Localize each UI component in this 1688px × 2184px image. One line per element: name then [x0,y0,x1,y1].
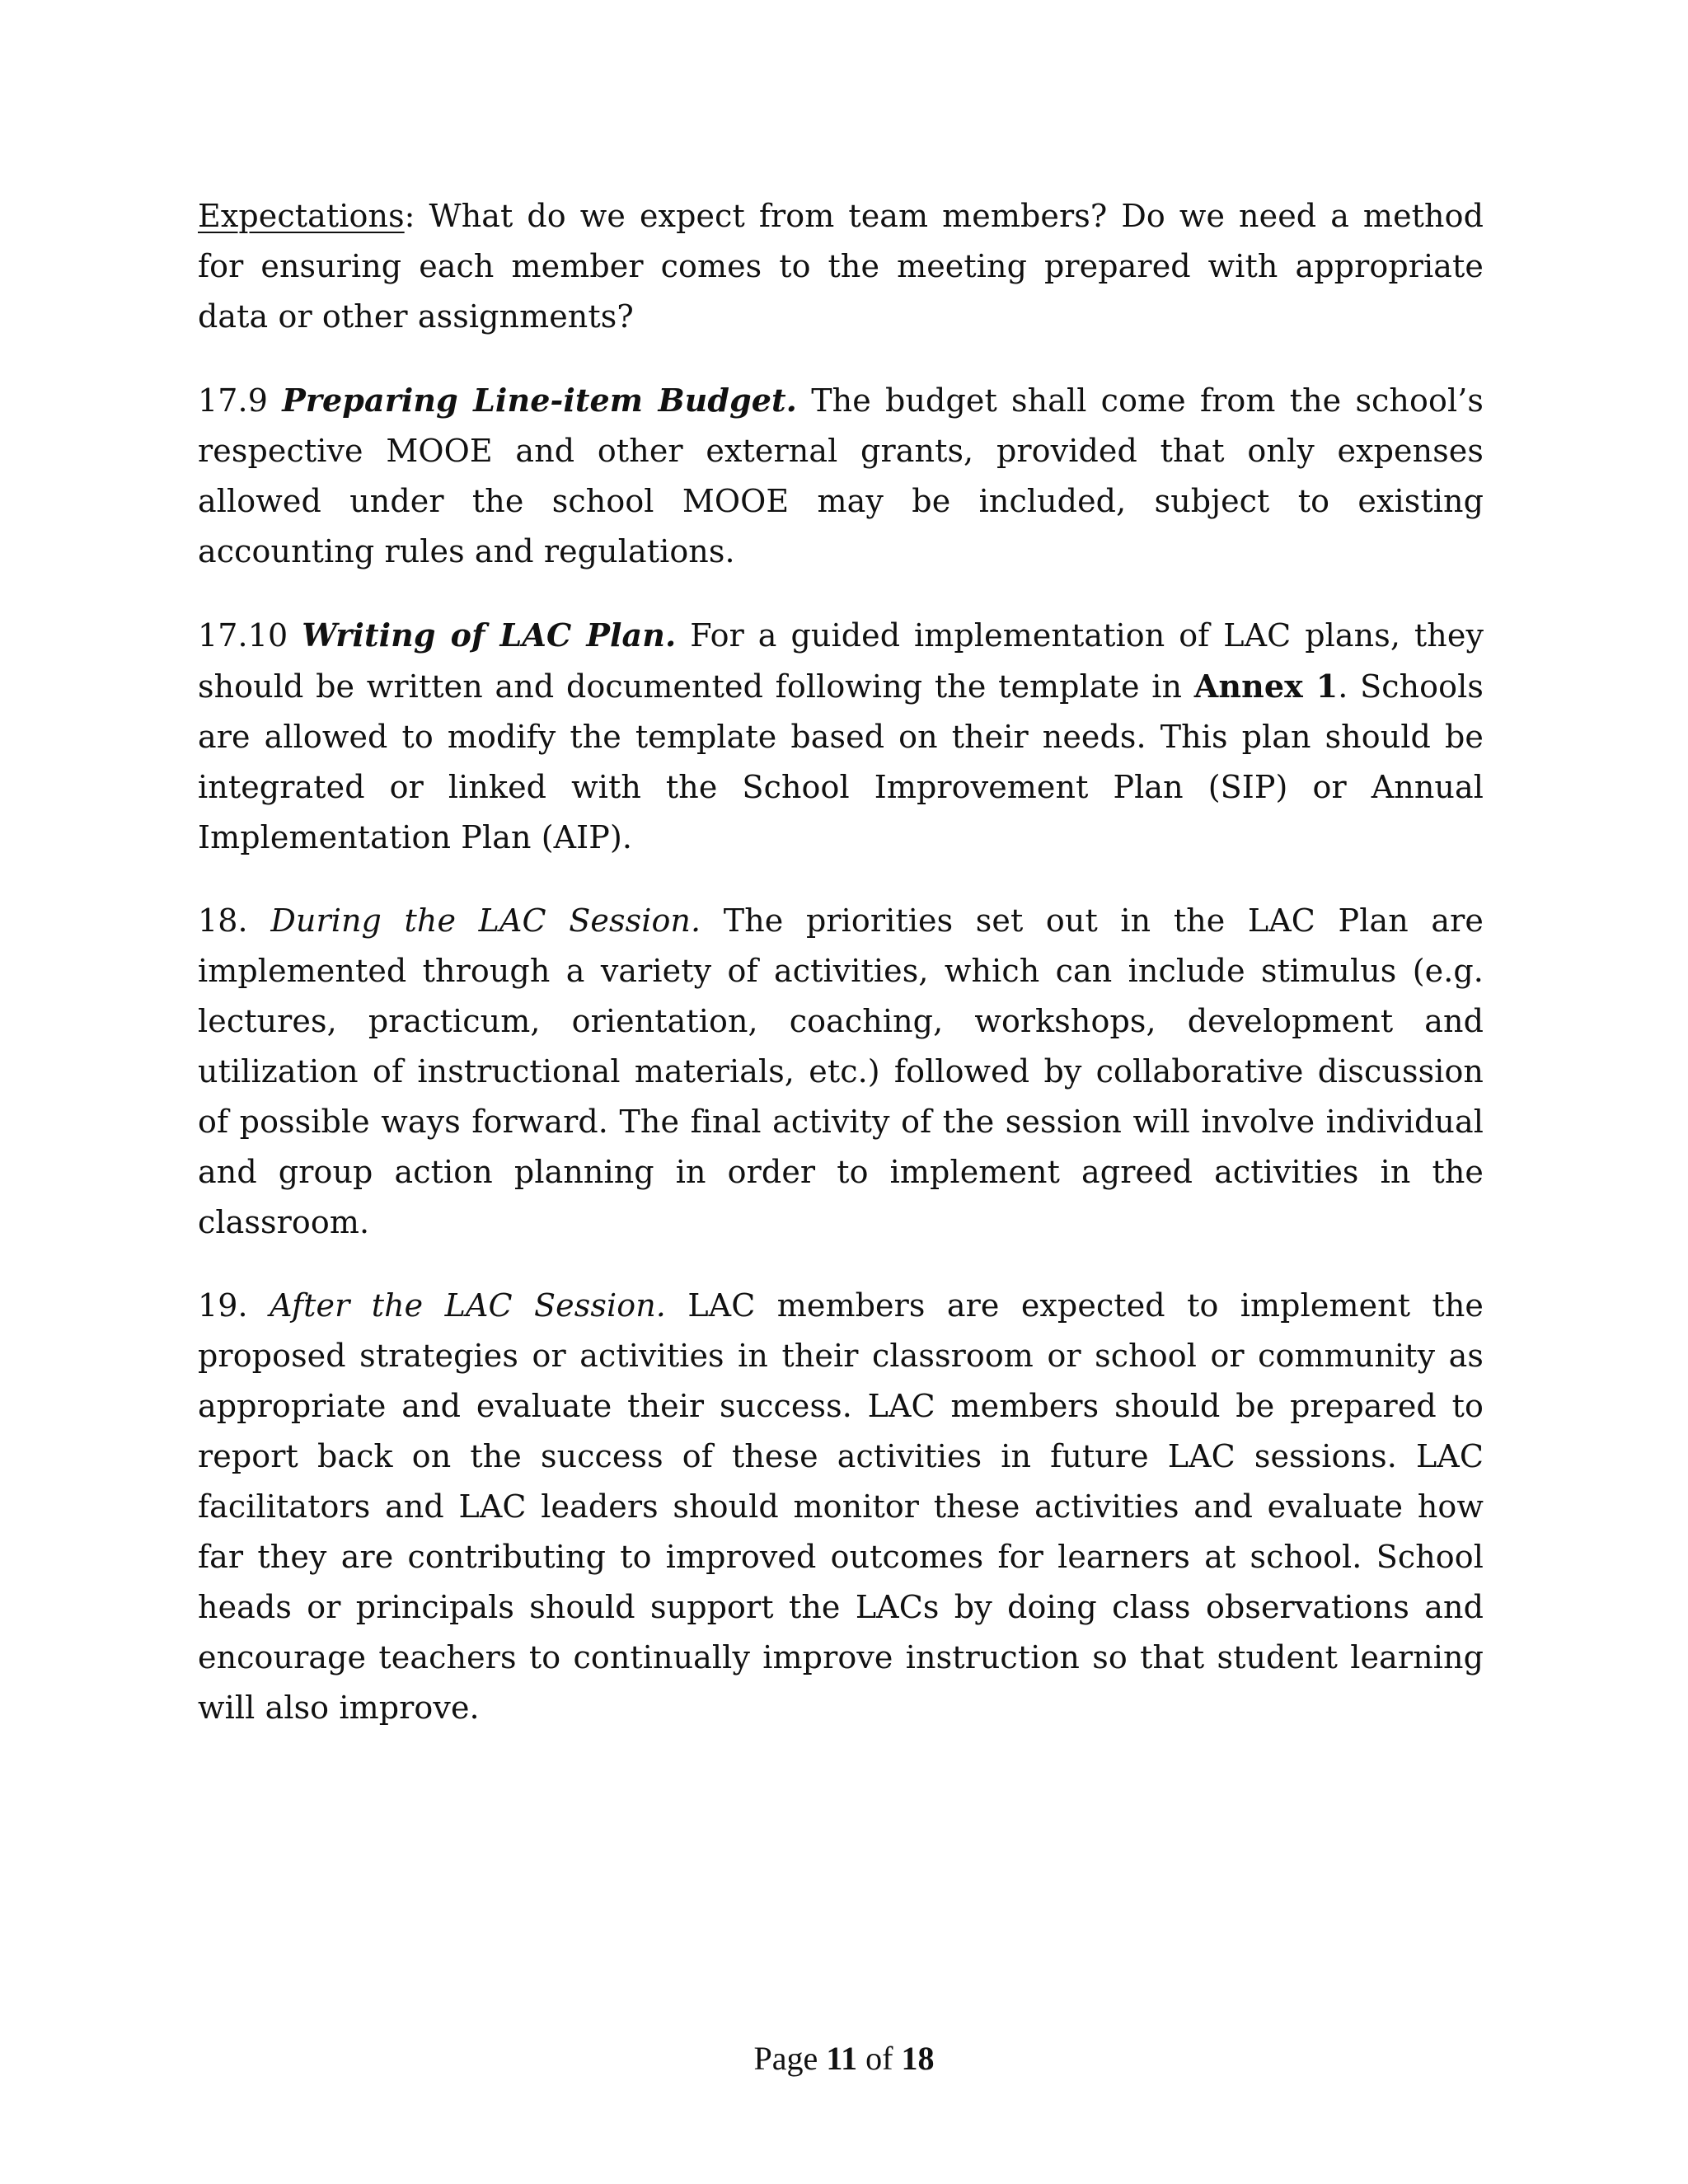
section-18-number: 18. [198,902,248,939]
section-17-9-paragraph [198,375,1484,577]
footer-page-number: 11 [826,2040,858,2077]
section-17-10-text-after: . Schools are allowed to modify the template based on their needs. This plan should be integrated or linked with the School Improvement Plan (SIP) or Annual Implementation Plan (AIP). [198,668,1484,855]
footer-total-pages: 18 [901,2040,935,2077]
section-18-text: The priorities set out in the LAC Plan are implemented through a variety of activities, which can include stimulus (e.g. lectures, practicum, orientation, coaching, workshops, development and utilization of instructional materials, etc.) followed by collaborative discussion of possible ways forward. The final activity of the session will involve individual and group action planning in order to implement agreed activities in the classroom. [198,902,1484,1240]
footer-of-word: of [865,2040,893,2077]
expectations-label: Expectations [198,198,405,234]
section-18-heading: During the LAC Session. [270,902,701,939]
page-footer [0,2039,1688,2078]
section-17-10-number: 17.10 [198,617,288,654]
section-17-9-number: 17.9 [198,382,269,419]
section-19-number: 19. [198,1287,248,1324]
document-body [198,191,1484,1766]
expectations-paragraph [198,191,1484,342]
section-17-10-paragraph [198,610,1484,863]
section-19-text: LAC members are expected to implement the proposed strategies or activities in their classroom or school or community as appropriate and evaluate their success. LAC members should be prepared to report back on the success of these activities in future LAC sessions. LAC facilitators and LAC leaders should monitor these activities and evaluate how far they are contributing to improved outcomes for learners at school. School heads or principals should support the LACs by doing class observations and encourage teachers to continually improve instruction so that student learning will also improve. [198,1287,1484,1726]
section-19-paragraph [198,1281,1484,1733]
annex-reference: Annex 1 [1193,668,1339,705]
section-17-10-heading: Writing of LAC Plan. [302,616,677,654]
section-19-heading: After the LAC Session. [270,1287,666,1324]
section-18-paragraph [198,896,1484,1248]
expectations-text: : What do we expect from team members? Do we need a method for ensuring each member comes to the meeting prepared with appropriate data or other assignments? [198,198,1484,335]
section-17-10-text-before: For a guided implementation of LAC plans, they should be written and documented following the template in [198,617,1484,705]
section-17-9-heading: Preparing Line-item Budget. [282,382,798,419]
section-17-9-text: The budget shall come from the school’s respective MOOE and other external grants, provided that only expenses allowed under the school MOOE may be included, subject to existing accounting rules and regulations. [198,382,1484,569]
footer-page-word: Page [753,2040,818,2077]
